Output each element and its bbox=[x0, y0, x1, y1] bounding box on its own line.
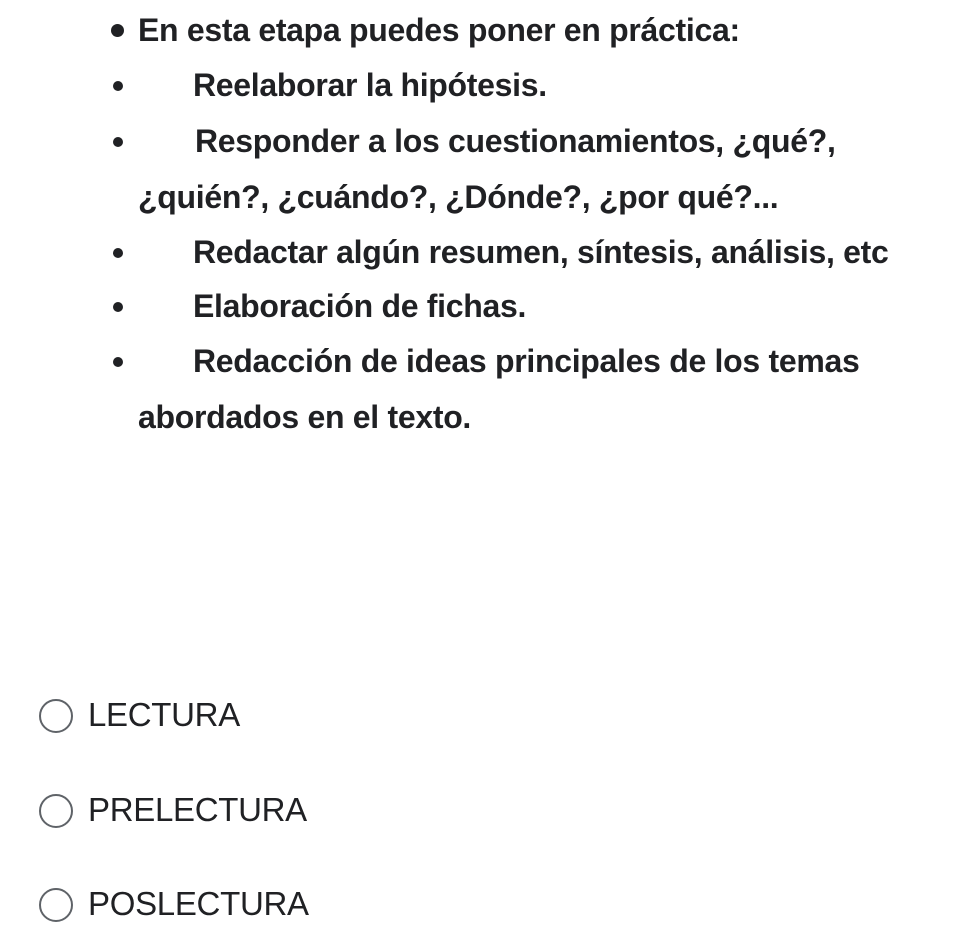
bullet-icon bbox=[111, 24, 124, 37]
list-item-text: Redacción de ideas principales de los temas bbox=[193, 343, 860, 379]
bullet-icon bbox=[113, 357, 123, 367]
list-item-text: Elaboración de fichas. bbox=[193, 288, 527, 324]
list-item-text: Redactar algún resumen, síntesis, análisis, etc bbox=[193, 234, 889, 270]
option-label: PRELECTURA bbox=[88, 791, 307, 828]
option-lectura[interactable] bbox=[0, 677, 955, 757]
list-item-text: Reelaborar la hipótesis. bbox=[193, 67, 547, 103]
bullet-icon bbox=[113, 302, 123, 312]
radio-button-icon[interactable] bbox=[39, 699, 73, 733]
radio-button-icon[interactable] bbox=[39, 888, 73, 922]
question-intro: En esta etapa puedes poner en práctica: bbox=[138, 12, 740, 48]
list-item-text: abordados en el texto. bbox=[138, 399, 472, 435]
list-item-text: Responder a los cuestionamientos, ¿qué?, bbox=[195, 123, 836, 159]
option-label: LECTURA bbox=[88, 696, 240, 733]
bullet-icon bbox=[113, 248, 123, 258]
bullet-icon bbox=[113, 137, 123, 147]
option-prelectura[interactable] bbox=[0, 772, 955, 852]
bullet-icon bbox=[113, 81, 123, 91]
radio-button-icon[interactable] bbox=[39, 794, 73, 828]
option-label: POSLECTURA bbox=[88, 885, 309, 922]
list-item-text: ¿quién?, ¿cuándo?, ¿Dónde?, ¿por qué?... bbox=[138, 179, 779, 215]
option-poslectura[interactable] bbox=[0, 866, 955, 946]
